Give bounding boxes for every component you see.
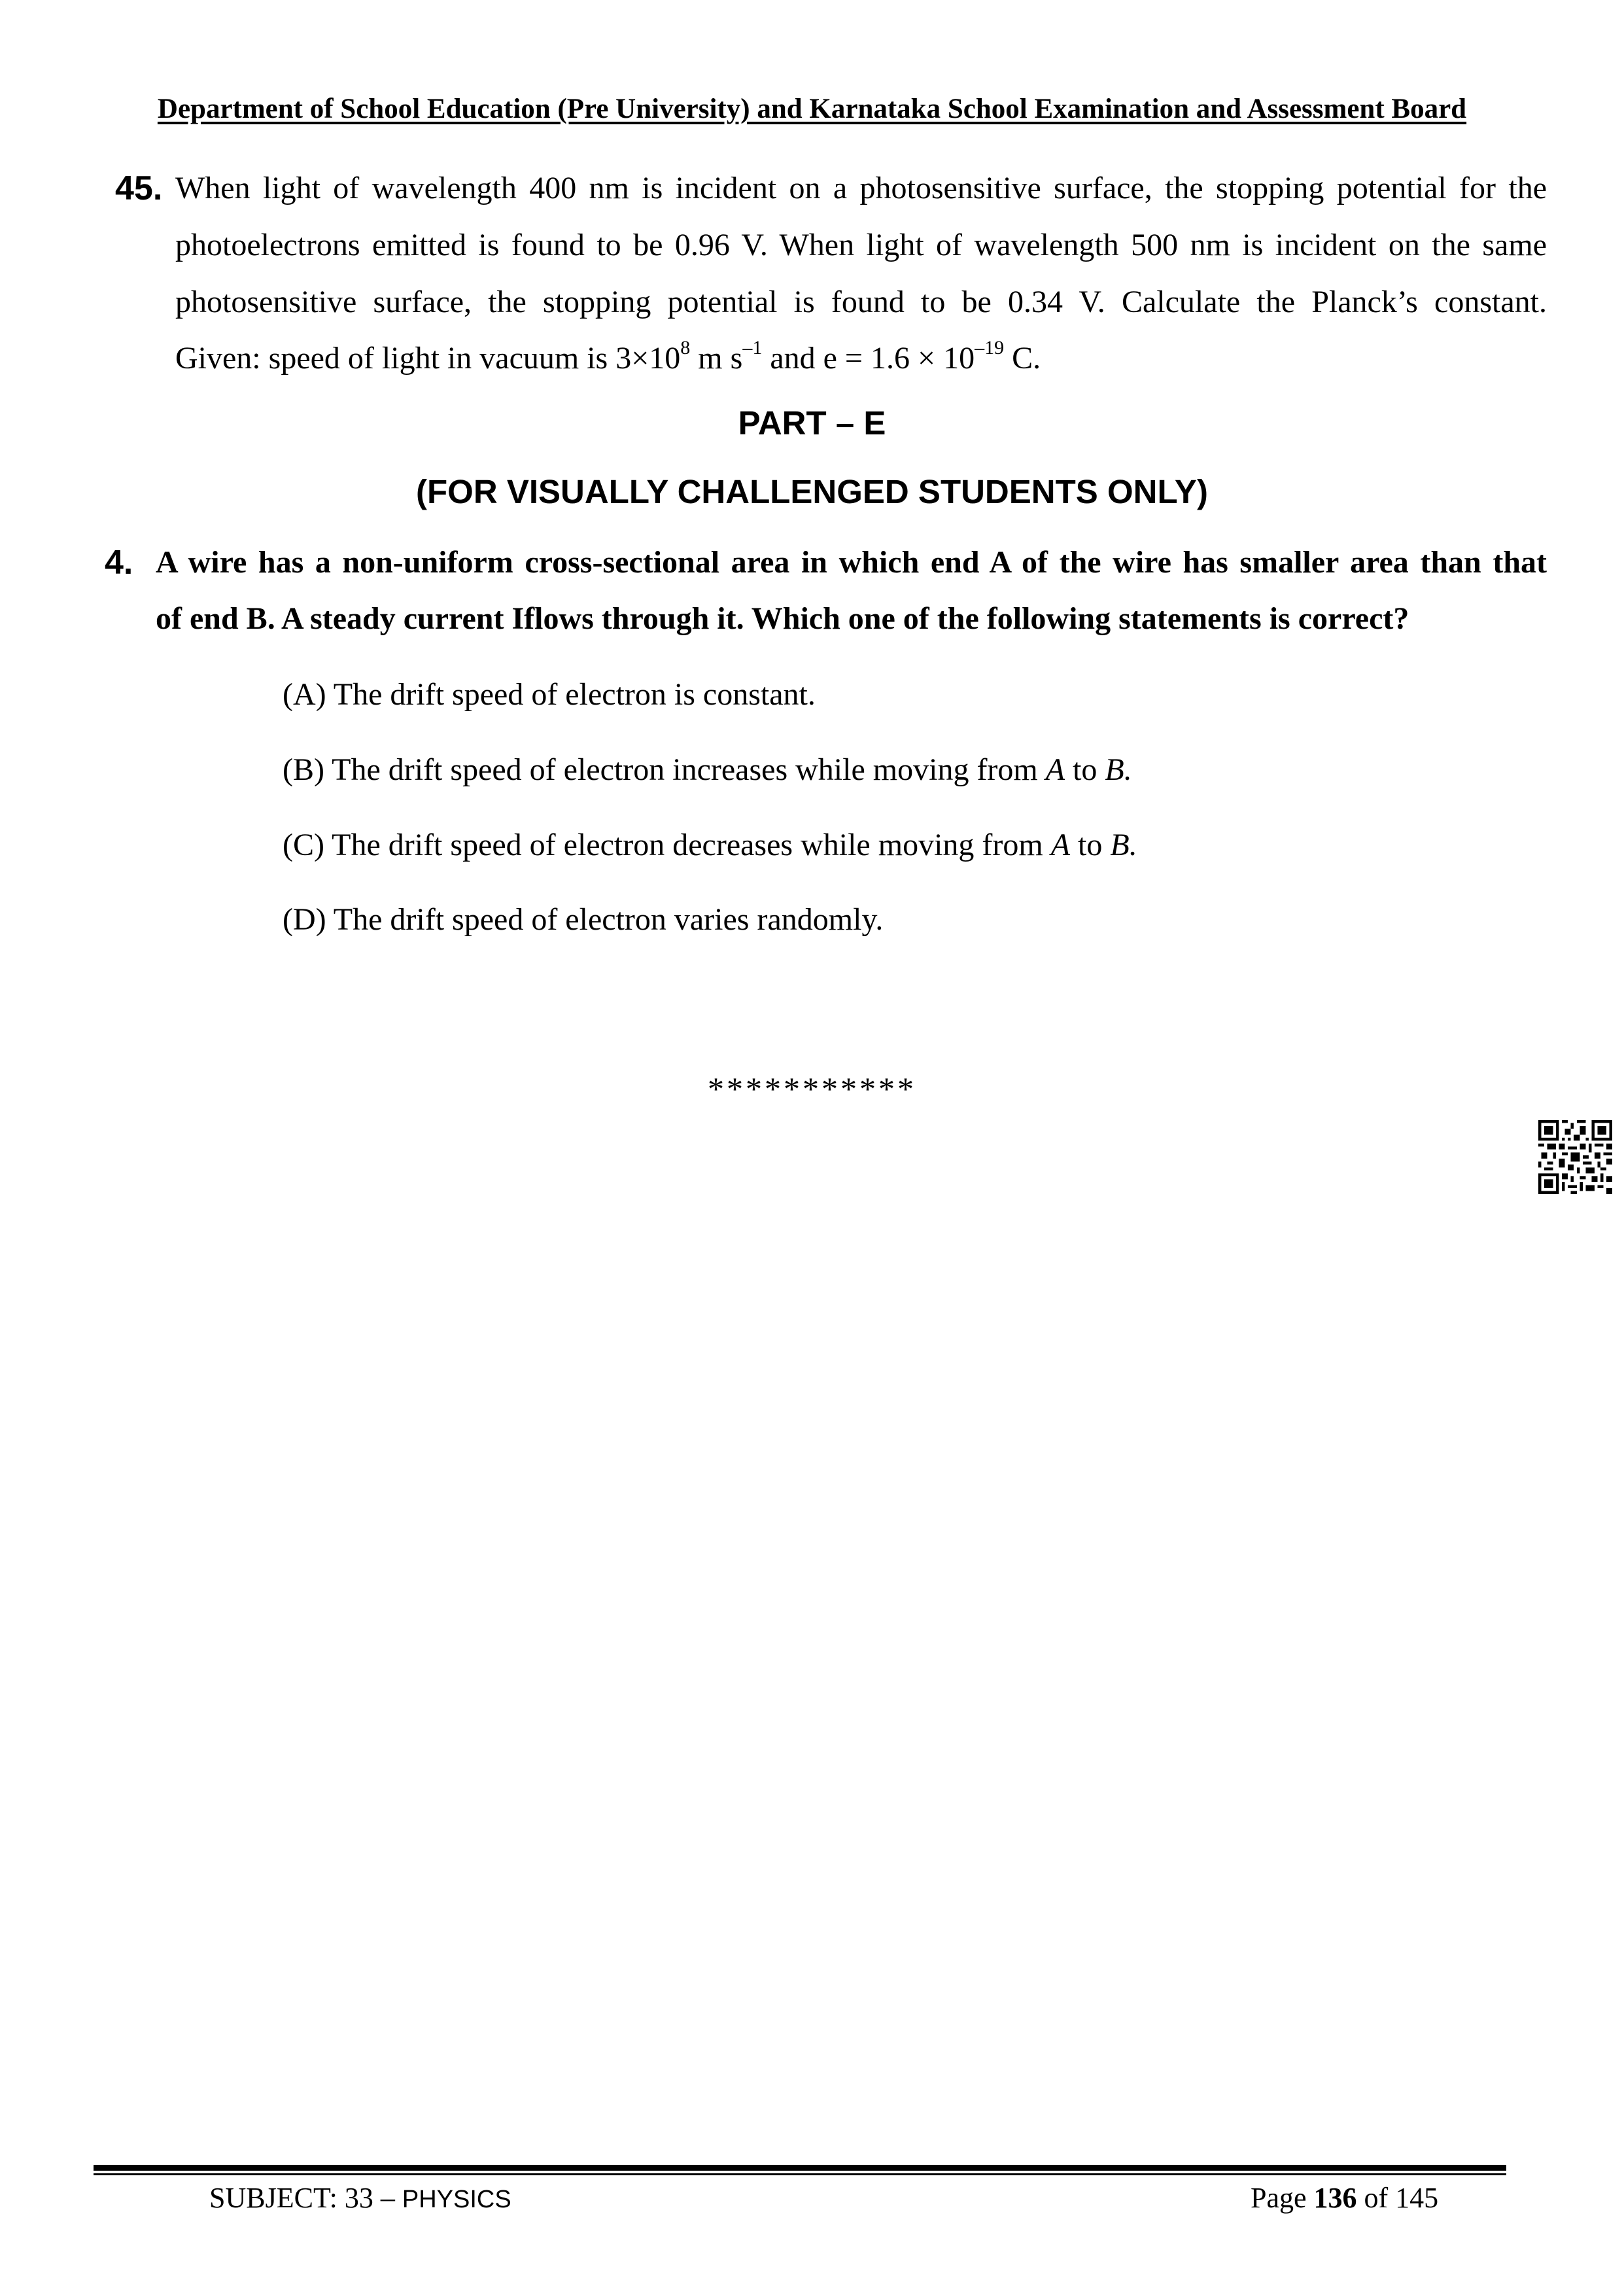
footer-subject-prefix: SUBJECT: 33 – [209, 2182, 402, 2214]
footer-page-prefix: Page [1251, 2182, 1314, 2214]
question-45-line-4 [175, 339, 1547, 378]
exponent-minus-1: –1 [742, 337, 763, 359]
part-e-title: PART – E [738, 404, 886, 442]
footer-page-number [1251, 2179, 1438, 2218]
footer-subject-name: PHYSICS [402, 2186, 511, 2213]
footer-subject [209, 2179, 511, 2219]
part-e-subtitle: (FOR VISUALLY CHALLENGED STUDENTS ONLY) [416, 473, 1208, 510]
exponent-8: 8 [680, 337, 691, 359]
option-c [283, 826, 1137, 865]
option-c-to-word: to [1070, 828, 1111, 862]
given-text-b: m s [690, 341, 743, 376]
question-45-line-1: When light of wavelength 400 nm is incident on a photosensitive surface, the stopping potential for the [175, 171, 1547, 205]
given-text-a: Given: speed of light in vacuum is 3×10 [175, 341, 681, 376]
option-c-from: A [1050, 828, 1071, 862]
footer-page-suffix: of 145 [1356, 2182, 1439, 2214]
footer-current-page: 136 [1313, 2182, 1357, 2214]
end-separator: *********** [708, 1070, 916, 1107]
question-45-line-2: photoelectrons emitted is found to be 0.96 V. When light of wavelength 500 nm is incident on the same [175, 228, 1547, 262]
qr-code-icon [1538, 1120, 1612, 1194]
option-d: (D) The drift speed of electron varies randomly. [283, 902, 884, 937]
option-b-from: A [1045, 752, 1065, 787]
option-b-to-word: to [1065, 752, 1105, 787]
question-45-line-3: photosensitive surface, the stopping potential is found to be 0.34 V. Calculate the Planck’s constant. [175, 285, 1547, 319]
exponent-minus-19: –19 [975, 337, 1005, 359]
option-b-text: (B) The drift speed of electron increases while moving from [283, 752, 1046, 787]
given-text-c: and e = 1.6 × 10 [762, 341, 975, 376]
given-text-d: C. [1004, 341, 1041, 376]
option-b-to: B. [1105, 752, 1132, 787]
question-4-line-2: of end B. A steady current Iflows through it. Which one of the following statements is correct? [156, 601, 1409, 636]
option-c-text: (C) The drift speed of electron decreases while moving from [283, 828, 1051, 862]
option-a: (A) The drift speed of electron is constant. [283, 677, 816, 712]
question-number-45: 45. [115, 169, 163, 207]
footer-rule-thin [94, 2173, 1506, 2175]
footer-rule-thick [94, 2165, 1506, 2171]
question-4-line-1: A wire has a non-uniform cross-sectional area in which end A of the wire has smaller area than that [156, 545, 1547, 580]
option-c-to: B. [1110, 828, 1137, 862]
page-header: Department of School Education (Pre University) and Karnataka School Examination and Assessment Board [157, 94, 1467, 124]
option-b [283, 750, 1132, 790]
question-number-4: 4. [105, 544, 133, 582]
